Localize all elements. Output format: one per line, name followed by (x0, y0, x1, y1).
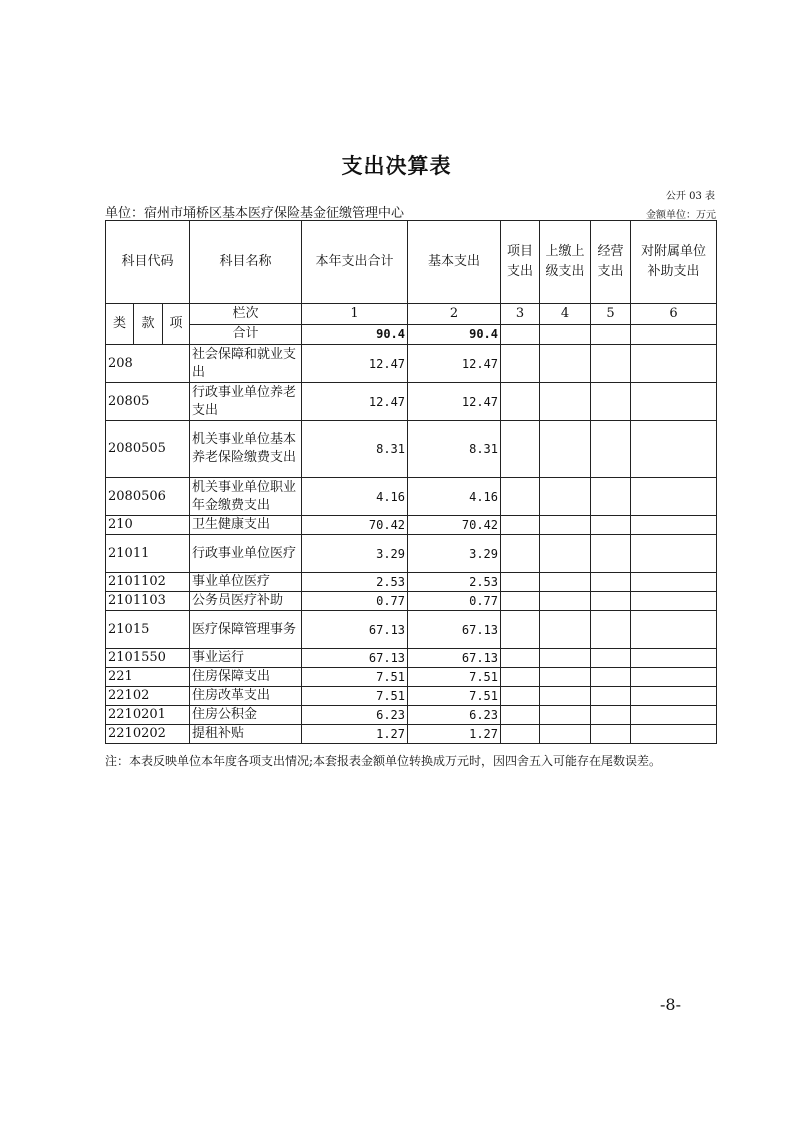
row-code: 21011 (106, 535, 190, 573)
col-index-6: 6 (631, 304, 717, 325)
row-basic: 12.47 (408, 383, 501, 421)
col-index-5: 5 (591, 304, 631, 325)
header-business (591, 221, 631, 304)
table-row (106, 725, 717, 744)
header-subsidy-line2: 补助支出 (647, 264, 700, 279)
row-name: 行政事业单位养老支出 (190, 383, 302, 421)
table-row (106, 421, 717, 478)
col-index-2: 2 (408, 304, 501, 325)
row-basic: 67.13 (408, 611, 501, 649)
total-amount: 90.4 (302, 324, 408, 345)
row-code: 2080505 (106, 421, 190, 478)
header-project-line1: 项目 (507, 244, 534, 259)
expenditure-table (105, 220, 717, 744)
row-name: 提租补贴 (190, 725, 302, 744)
row-total: 3.29 (302, 535, 408, 573)
header-business-line1: 经营 (597, 244, 624, 259)
header-row (106, 221, 717, 304)
amount-unit: 金额单位：万元 (646, 210, 716, 221)
table-row (106, 478, 717, 516)
row-total: 70.42 (302, 516, 408, 535)
header-lei: 类 (106, 304, 134, 345)
header-lanci: 栏次 (190, 304, 302, 325)
row-code: 2101102 (106, 573, 190, 592)
table-row (106, 611, 717, 649)
table-row (106, 649, 717, 668)
row-name: 机关事业单位基本养老保险缴费支出 (190, 421, 302, 478)
page-number: -8- (660, 995, 681, 1014)
row-total: 12.47 (302, 383, 408, 421)
row-code: 2080506 (106, 478, 190, 516)
header-subsidy (631, 221, 717, 304)
table-row (106, 516, 717, 535)
form-number: 公开 03 表 (665, 191, 715, 202)
header-total: 本年支出合计 (302, 221, 408, 304)
row-name: 住房改革支出 (190, 687, 302, 706)
row-name: 住房保障支出 (190, 668, 302, 687)
row-basic: 70.42 (408, 516, 501, 535)
table-row (106, 383, 717, 421)
header-project-line2: 支出 (507, 264, 534, 279)
row-code: 21015 (106, 611, 190, 649)
table-row (106, 687, 717, 706)
table-row (106, 573, 717, 592)
row-name: 事业运行 (190, 649, 302, 668)
header-upper-line1: 上缴上 (545, 244, 585, 259)
total-label: 合计 (190, 324, 302, 345)
row-total: 7.51 (302, 668, 408, 687)
row-code: 221 (106, 668, 190, 687)
col-index-3: 3 (501, 304, 540, 325)
column-index-row (106, 304, 717, 325)
header-kuan: 款 (134, 304, 163, 345)
row-name: 卫生健康支出 (190, 516, 302, 535)
row-basic: 8.31 (408, 421, 501, 478)
col-index-4: 4 (540, 304, 591, 325)
row-basic: 7.51 (408, 687, 501, 706)
row-code: 208 (106, 345, 190, 383)
header-upper-line2: 级支出 (545, 264, 585, 279)
row-basic: 1.27 (408, 725, 501, 744)
table-row (106, 706, 717, 725)
row-code: 2210202 (106, 725, 190, 744)
row-total: 2.53 (302, 573, 408, 592)
row-code: 2101550 (106, 649, 190, 668)
row-name: 社会保障和就业支出 (190, 345, 302, 383)
row-total: 1.27 (302, 725, 408, 744)
row-code: 210 (106, 516, 190, 535)
row-total: 7.51 (302, 687, 408, 706)
row-total: 12.47 (302, 345, 408, 383)
row-code: 2210201 (106, 706, 190, 725)
header-xiang: 项 (163, 304, 190, 345)
row-name: 事业单位医疗 (190, 573, 302, 592)
total-row (106, 324, 717, 345)
row-basic: 4.16 (408, 478, 501, 516)
header-subsidy-line1: 对附属单位 (641, 244, 707, 259)
row-total: 8.31 (302, 421, 408, 478)
row-basic: 3.29 (408, 535, 501, 573)
total-basic: 90.4 (408, 324, 501, 345)
row-name: 机关事业单位职业年金缴费支出 (190, 478, 302, 516)
row-name: 医疗保障管理事务 (190, 611, 302, 649)
table-row (106, 592, 717, 611)
table-row (106, 535, 717, 573)
header-business-line2: 支出 (597, 264, 624, 279)
header-code: 科目代码 (106, 221, 190, 304)
row-name: 行政事业单位医疗 (190, 535, 302, 573)
row-total: 4.16 (302, 478, 408, 516)
col-index-1: 1 (302, 304, 408, 325)
row-code: 22102 (106, 687, 190, 706)
row-basic: 6.23 (408, 706, 501, 725)
row-total: 67.13 (302, 611, 408, 649)
header-name: 科目名称 (190, 221, 302, 304)
header-project (501, 221, 540, 304)
unit-row (105, 202, 716, 220)
row-basic: 7.51 (408, 668, 501, 687)
row-name: 住房公积金 (190, 706, 302, 725)
row-name: 公务员医疗补助 (190, 592, 302, 611)
row-basic: 2.53 (408, 573, 501, 592)
footnote: 注：本表反映单位本年度各项支出情况;本套报表金额单位转换成万元时，因四舍五入可能存在尾数误差。 (105, 754, 662, 768)
row-basic: 0.77 (408, 592, 501, 611)
row-total: 67.13 (302, 649, 408, 668)
row-basic: 67.13 (408, 649, 501, 668)
page-title: 支出决算表 (341, 154, 452, 178)
row-code: 20805 (106, 383, 190, 421)
row-total: 0.77 (302, 592, 408, 611)
row-total: 6.23 (302, 706, 408, 725)
header-basic: 基本支出 (408, 221, 501, 304)
row-basic: 12.47 (408, 345, 501, 383)
table-row (106, 668, 717, 687)
header-upper (540, 221, 591, 304)
unit-name: 单位：宿州市埇桥区基本医疗保险基金征缴管理中心 (105, 206, 405, 221)
row-code: 2101103 (106, 592, 190, 611)
table-row (106, 345, 717, 383)
